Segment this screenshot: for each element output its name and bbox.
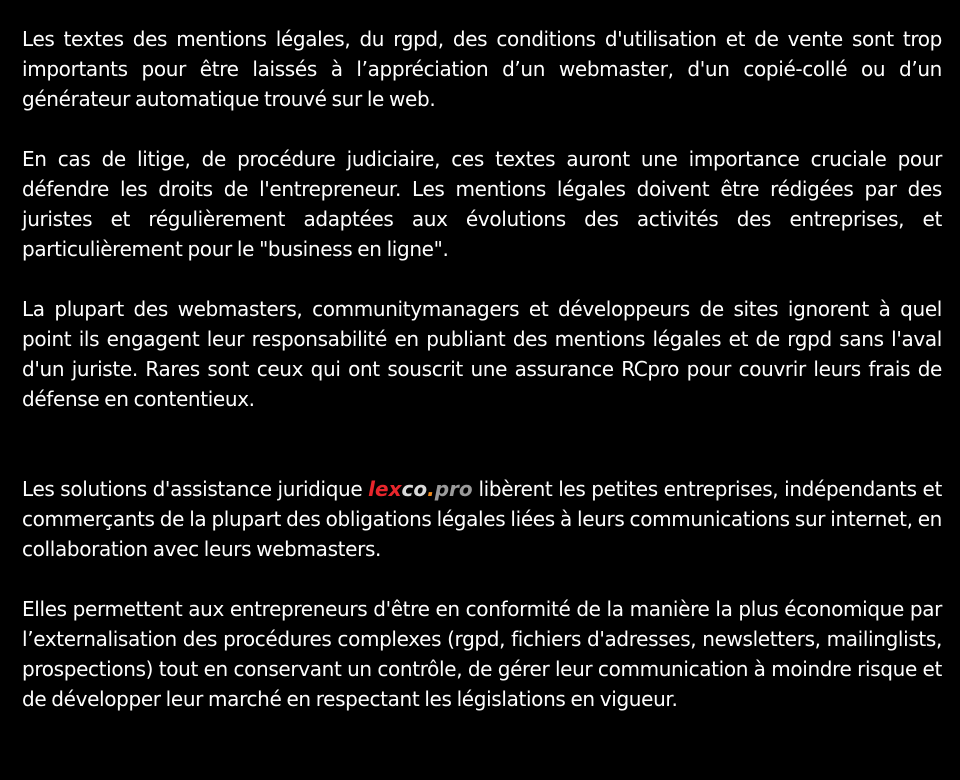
paragraph-webmasters: La plupart des webmasters, communitymanagers et développeurs de sites ignorent à quel point ils engagent leur responsabilité en publiant des mentions légales et de rgpd sans l'aval d'un juriste. Rares sont ceux qui ont souscrit une assurance RCpro pour couvrir leurs frais de défense en contentieux. [22, 297, 942, 411]
paragraph-mentions-legales: Les textes des mentions légales, du rgpd, des conditions d'utilisation et de vente sont trop importants pour être laissés à l’appréciation d’un webmaster, d'un copié-collé ou d’un générateur automatique trouvé sur le web. [22, 27, 942, 111]
paragraph-litige: En cas de litige, de procédure judiciaire, ces textes auront une importance cruciale pour défendre les droits de l'entrepreneur. Les mentions légales doivent être rédigées par des juristes et régulièrement adaptées aux évolutions des activités des entreprises, et particulièrement pour le "business en ligne". [22, 147, 942, 261]
brand-part-lex: lex [368, 477, 402, 501]
lexco-pro-brand [368, 477, 472, 501]
legal-text-content [22, 24, 942, 714]
paragraph-solutions [22, 474, 942, 564]
paragraph-conformite: Elles permettent aux entrepreneurs d'être en conformité de la manière la plus économique par l’externalisation des procédures complexes (rgpd, fichiers d'adresses, newsletters, mailinglists, prospections) tout en conservant un contrôle, de gérer leur communication à moindre risque et de développer leur marché en respectant les législations en vigueur. [22, 597, 942, 711]
solutions-text-after: libèrent les petites entreprises, indépendants et commerçants de la plupart des obligations légales liées à leurs communications sur internet, en collaboration avec leurs webmasters. [22, 477, 942, 561]
brand-part-co: co [401, 477, 428, 501]
brand-part-dot: . [427, 477, 435, 501]
brand-part-pro: pro [434, 477, 473, 501]
solutions-text-before: Les solutions d'assistance juridique [22, 477, 369, 501]
